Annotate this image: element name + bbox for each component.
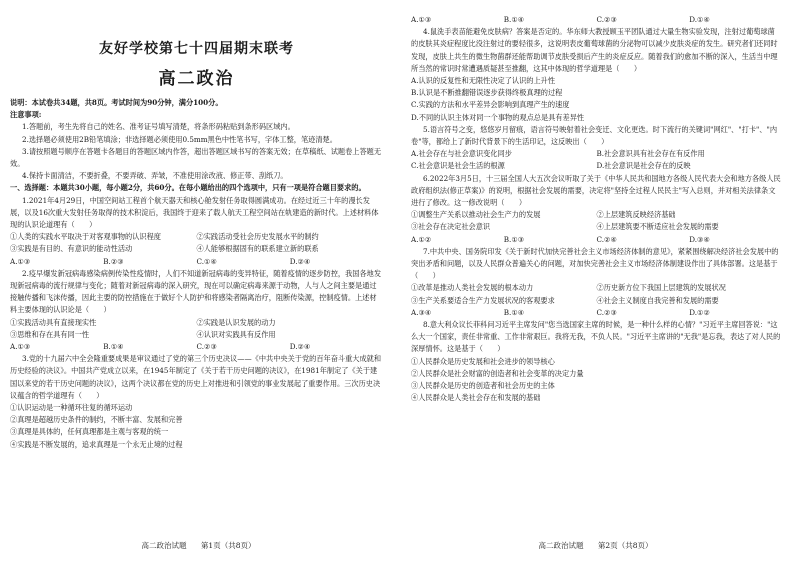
option-c: C.②③ (596, 15, 617, 24)
statement: ③思维和存在具有同一性 (10, 329, 90, 339)
option-a: A.认识的反复性和无限性决定了认识的上升性 (411, 76, 556, 86)
statement: ③社会存在决定社会意识 (411, 222, 491, 232)
question-5-options (411, 148, 782, 160)
option-d: D.③④ (689, 234, 710, 244)
footer-label: 高二政治试题 (538, 541, 584, 550)
question-6-statements (411, 209, 782, 221)
statement: ④上层建筑要不断适应社会发展的需要 (596, 222, 719, 232)
statement: ④实践是不断发展的，追求真理是一个永无止境的过程 (10, 439, 183, 449)
statement: ③真理是具体的，任何真理都是主观与客观的统一 (10, 427, 169, 437)
subject-title: 高二政治 (158, 69, 235, 89)
notice-item: 4.保持卡面清洁，不要折叠，不要弄破、弄皱，不准使用涂改液、修正带、刮纸刀。 (22, 171, 288, 181)
option-b: B.社会意识具有社会存在有反作用 (596, 149, 705, 159)
statement: ③实践是有目的、有意识的能动性活动 (10, 244, 133, 254)
option-d: D.①④ (689, 15, 710, 24)
exam-title: 友好学校第七十四届期末联考 (99, 41, 294, 57)
option-c: C.②③ (596, 307, 617, 317)
page-footer (0, 540, 397, 551)
option-d: D.①② (689, 307, 710, 317)
question-7-statements (411, 282, 782, 294)
footer-label: 高二政治试题 (141, 541, 187, 550)
option-a: A.①② (411, 234, 432, 244)
statement: ①人类的实践水平取决于对客观事物的认识程度 (10, 232, 161, 242)
statement: ②实践活动受社会历史发展水平的制约 (196, 232, 319, 242)
option-d: D.不同的认识主体对同一个事物的观点总是具有差异性 (411, 112, 585, 122)
question-6-statements-2 (411, 221, 782, 233)
option-a: A.①③ (10, 256, 31, 266)
exam-intro: 说明：本试卷共34题，共8页。考试时间为90分钟，满分100分。 (10, 98, 223, 107)
question-6-stem: 6.2022年3月5日，十三届全国人大五次会议听取了关于《中华人民共和国地方各级人民代表大会和地方各级人民政府组织法(修正草案)》的说明，根据社会发展的需要，决定将"坚持全过程人民民主"写入总则，并对相关法律条文进行了修改。这一修改说明（ ） (411, 173, 781, 208)
exam-page-2 (397, 0, 794, 561)
statement: ①实践活动具有直接现实性 (10, 317, 97, 327)
statement: ②实践是认识发展的动力 (196, 317, 276, 327)
statement: ③人民群众是历史的创造者和社会历史的主体 (411, 381, 555, 391)
notice-item: 1.答题前，考生先将自己的姓名、准考证号填写清楚，将条形码粘贴到条形码区域内。 (22, 122, 295, 132)
notice-item: 2.选择题必须使用2B铅笔填涂；非选择题必须使用0.5mm黑色中性笔书写，字体工整，笔迹清楚。 (22, 134, 337, 144)
statement: ①调整生产关系以推动社会生产力的发展 (411, 210, 541, 220)
statement: ①认识运动是一种循环往复的循环运动 (10, 403, 133, 413)
footer-page-number: 第1页（共8页） (200, 541, 256, 550)
statement: ①改革是推动人类社会发展的根本动力 (411, 283, 534, 293)
statement: ②真理是超越历史条件的制约，不断丰富、发展和完善 (10, 415, 183, 425)
section-title: 一、选择题：本题共30小题，每小题2分，共60分。在每小题给出的四个选项中，只有一项是符合题目要求的。 (10, 183, 366, 193)
option-c: C.②④ (596, 234, 617, 244)
question-6-options (411, 234, 782, 246)
question-2-statements (10, 317, 383, 329)
option-a: A.①③ (10, 342, 31, 352)
option-b: B.①④ (503, 307, 525, 317)
question-8-stem: 8.意大利众议长菲科问习近平主席发问"您当选国家主席的时候，是一种什么样的心情？"习近平主席回答说："这么大一个国家，责任非常重、工作非常艰巨。我将无我，不负人民。"习近平主席讲的"无我"是忘我，表达了对人民的深厚情怀。这是基于（ ） (411, 320, 781, 354)
statement: ④人能够根据固有的联系建立新的联系 (196, 244, 319, 254)
option-b: B.①④ (103, 342, 124, 352)
option-d: D.②④ (289, 256, 311, 266)
question-5-options-2 (411, 160, 782, 172)
option-a: A.①③ (411, 15, 432, 24)
question-2-options (10, 341, 383, 353)
statement: ②历史新方位下我国上层建筑的发展状况 (596, 283, 726, 293)
question-3-options (411, 14, 782, 26)
question-5-stem: 5.语言符号之变，悠悠岁月留痕，语言符号映射着社会变迁、文化更迭。时下流行的关键词"网红"、"打卡"、"内卷"等，都给上了新时代背景下的生活印记，这反映出（ ） (411, 124, 778, 147)
question-1-stem: 1.2021年4月29日，中国空间站工程首个航天器天和核心舱发射任务取得圆满成功。在经过近三十年的漫长发展，以及16次重大发射任务取得的技术积淀后，我国终于迎来了载人航天工程空间站在轨建造的新时代。上述材料体现的认识论道理有（ ） (10, 195, 379, 230)
statement: ③生产关系要适合生产力发展状况的客观要求 (411, 295, 555, 305)
question-3-stem: 3.党的十九届六中全会隆重要成果是审议通过了党的第三个历史决议——《中共中央关于党的百年奋斗重大成就和历史经验的决议》。中国共产党成立以来，在1945年制定了《关于若干历史问题的决议》，在1981年制定了《关于建国以来党的若干历史问题的决议》，这两个决议都在党的历史上对推进和引领党的事业发展起了重要作用。三次历史决议蕴含的哲学道理有（ ） (10, 354, 382, 400)
question-4-stem: 4.鼠洗手表苗能避免皮肤病？答案是否定的。华东师大教授顾玉平团队通过大量生物实验发现，注射过葡萄球菌的皮肤其炎症程度比没注射过的要轻很多，这说明表皮葡萄球菌的分泌物可以减少皮肤炎症的发生。研究者们还同时发现，皮肤上共生的微生物菌群还能帮助调节皮肤受损后产生的炎症反应。随着我们的愈加不断的深入，生活当中理所当然的常识时常遭遇质疑甚至推翻，这其中体现的哲学道理是（ ） (411, 27, 778, 73)
question-7-options (411, 307, 782, 319)
option-a: A.社会存在与社会意识变化同步 (411, 149, 512, 159)
statement: ①人民群众是历史发展和社会进步的领导核心 (411, 356, 555, 366)
question-7-stem: 7.中共中央、国务院印发《关于新时代加快完善社会主义市场经济体制的意见》，紧紧围绕解决经济社会发展中的突出矛盾和问题，以及人民群众普遍关心的问题，对加快完善社会主义市场经济体制建设作出了具体部署。这是基于（ ） (411, 246, 779, 281)
statement: ④认识对实践具有反作用 (196, 329, 276, 339)
option-d: D.②④ (289, 342, 311, 352)
question-1-options (10, 256, 383, 268)
option-d: D.社会意识是社会存在的反映 (596, 161, 691, 171)
question-2-statements-2 (10, 329, 383, 341)
option-c: C.①④ (196, 256, 217, 266)
statement: ②人民群众是社会财富的创造者和社会变革的决定力量 (411, 368, 584, 378)
footer-page-number: 第2页（共8页） (597, 541, 653, 550)
option-a: A.③④ (411, 307, 432, 317)
question-2-stem: 2.疫早爆发新冠病毒感染病例传染性疫情时，人们不知道新冠病毒的变异特征，随着疫情的逐步防控，我国各地发现新冠病毒的流行规律与变化；随着对新冠病毒的深入研究，现在可以确定病毒来源于动物，人与人之间主要是通过接触传播和飞沫传播，因此主要的防控措施在于做好个人防护和将感染者隔离治疗，阻断传染源，控制疫情。上述材料主要体现的认识论是（ ） (10, 268, 382, 315)
option-c: C.②③ (196, 342, 217, 352)
statement: ④人民群众是人类社会存在和发展的基础 (411, 393, 541, 403)
option-c: C.实践的方法和水平差异会影响到真理产生的速度 (411, 100, 570, 110)
option-b: B.①④ (503, 15, 525, 24)
question-7-statements-2 (411, 295, 782, 307)
notice-title: 注意事项: (10, 110, 42, 120)
question-1-statements (10, 231, 383, 243)
notice-item: 3.请按照题号顺序在答题卡各题目的答题区域内作答，超出答题区域书写的答案无效；在草稿纸、试题卷上答题无效。 (10, 146, 382, 169)
option-b: B.②③ (103, 256, 124, 266)
option-b: B.认识是不断推翻错误逐步获得终极真理的过程 (411, 88, 563, 98)
statement: ④社会主义制度自我完善和发展的需要 (596, 295, 719, 305)
page-footer (397, 540, 794, 551)
statement: ②上层建筑反映经济基础 (596, 210, 676, 220)
option-b: B.①③ (503, 234, 525, 244)
question-1-statements-2 (10, 243, 383, 255)
option-c: C.社会意识是社会生活的根源 (411, 161, 505, 171)
